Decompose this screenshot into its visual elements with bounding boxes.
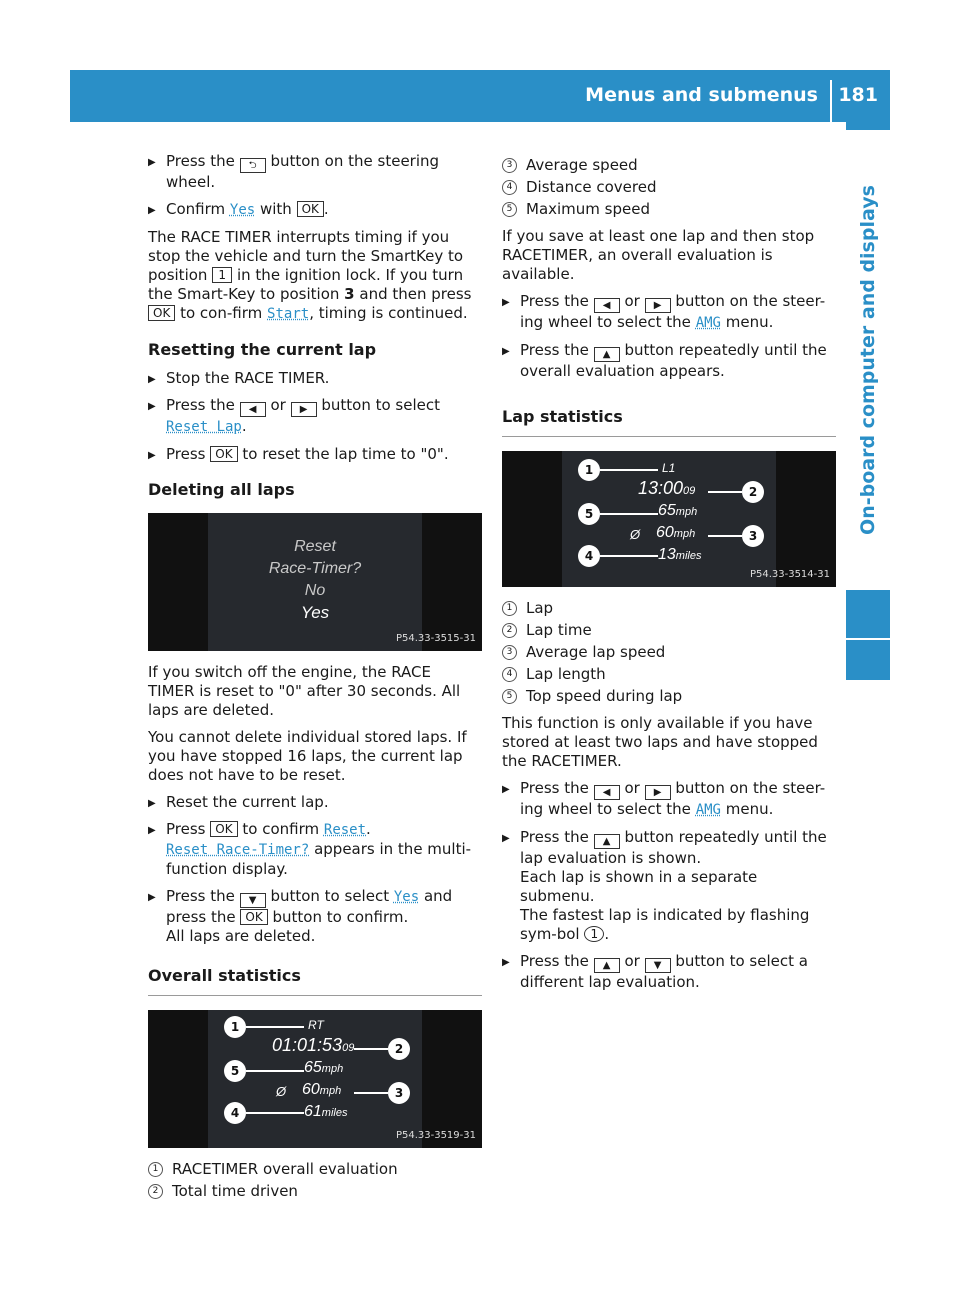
heading-overall-statistics: Overall statistics [148, 966, 482, 996]
paragraph: If you switch off the engine, the RACE TIMER is reset to "0" after 30 seconds. All laps are deleted. [148, 663, 461, 719]
menu-link-reset[interactable]: Reset [323, 822, 367, 838]
step: ▶ Confirm Yes with OK . [148, 200, 482, 220]
ok-key-icon: OK [297, 201, 324, 217]
display-lap-statistics: 1 L1 13:0009 2 5 65mph Ø 60mph 3 4 13miles P54.33-3514-31 [502, 451, 836, 587]
step: ▶ Press the ◀ or ▶ button on the steer-ing wheel to select the AMG menu. [502, 292, 836, 333]
paragraph: This function is only available if you have stored at least two laps and have stopped the RACETIMER. [502, 714, 818, 770]
right-arrow-key-icon: ▶ [645, 298, 671, 313]
position-key-icon: 1 [212, 267, 232, 283]
down-arrow-key-icon: ▼ [240, 893, 266, 908]
callout-2-icon: 2 [388, 1038, 410, 1060]
legend-overall-continued [502, 156, 836, 219]
step: ▶ Press the ▲ or ▼ button to select a different lap evaluation. [502, 952, 836, 992]
callout-3-icon: 3 [388, 1082, 410, 1104]
display-overall-statistics: 1 RT 01:01:5309 2 5 65mph Ø 60mph 3 4 61miles P54.33-3519-31 [148, 1010, 482, 1148]
legend-item: 4 Lap length [502, 665, 836, 684]
callout-5-icon: 5 [224, 1060, 246, 1082]
paragraph: You cannot delete individual stored laps. If you have stopped 16 laps, the current lap does not have to be reset. [148, 728, 467, 784]
step: ▶ Press the ⮌ button on the steering wheel. [148, 152, 482, 192]
menu-link-yes[interactable]: Yes [393, 889, 420, 905]
menu-link-start[interactable]: Start [267, 306, 310, 322]
ok-key-icon: OK [148, 305, 175, 321]
back-key-icon: ⮌ [240, 158, 266, 173]
up-arrow-key-icon: ▲ [594, 958, 620, 973]
step: ▶ Press the ▲ button repeatedly until the overall evaluation appears. [502, 341, 836, 381]
ok-key-icon: OK [210, 821, 237, 837]
legend-item: 5 Top speed during lap [502, 687, 836, 706]
down-arrow-key-icon: ▼ [645, 958, 671, 973]
legend-item: 1 RACETIMER overall evaluation [148, 1160, 482, 1179]
callout-4-icon: 4 [224, 1102, 246, 1124]
heading-lap-statistics: Lap statistics [502, 407, 836, 437]
step: ▶ Press OK to confirm Reset. Reset Race-Timer? appears in the multi-function display. [148, 820, 482, 879]
paragraph: The RACE TIMER interrupts timing if you stop the vehicle and turn the SmartKey to position 1 in the ignition lock. If you turn the Smart-Key to position 3 and then press OK to con-firm Start, timing is continued. [148, 228, 472, 322]
header-bar [70, 70, 890, 122]
legend-item: 2 Total time driven [148, 1182, 482, 1201]
callout-4-icon: 4 [578, 545, 600, 567]
step: ▶ Press the ◀ or ▶ button on the steer-ing wheel to select the AMG menu. [502, 779, 836, 820]
menu-link-amg[interactable]: AMG [695, 802, 721, 818]
heading-deleting: Deleting all laps [148, 480, 295, 499]
legend-lap [502, 599, 836, 706]
left-arrow-key-icon: ◀ [594, 785, 620, 800]
legend-item: 3 Average speed [502, 156, 836, 175]
callout-1-icon: 1 [578, 459, 600, 481]
menu-link-reset-race-timer[interactable]: Reset Race-Timer? [166, 842, 310, 858]
right-arrow-key-icon: ▶ [645, 785, 671, 800]
side-tab-marker [846, 640, 890, 680]
right-column [502, 156, 836, 1000]
display-reset-race-timer: Reset Race-Timer? No Yes P54.33-3515-31 [148, 513, 482, 651]
callout-1-icon: 1 [584, 926, 604, 942]
ok-key-icon: OK [240, 909, 267, 925]
callout-2-icon: 2 [742, 481, 764, 503]
callout-5-icon: 5 [578, 503, 600, 525]
up-arrow-key-icon: ▲ [594, 347, 620, 362]
menu-link-yes[interactable]: Yes [229, 202, 256, 218]
legend-item: 4 Distance covered [502, 178, 836, 197]
step: ▶ Press the ▲ button repeatedly until the lap evaluation is shown. Each lap is shown in a separate submenu. The fastest lap is indicated by flashing sym-bol 1 . [502, 828, 836, 944]
left-column [148, 152, 482, 1204]
legend-item: 5 Maximum speed [502, 200, 836, 219]
step: ▶ Press the ◀ or ▶ button to select Reset Lap. [148, 396, 482, 437]
legend-item: 2 Lap time [502, 621, 836, 640]
menu-link-amg[interactable]: AMG [695, 315, 721, 331]
up-arrow-key-icon: ▲ [594, 834, 620, 849]
legend-overall [148, 1160, 482, 1201]
header-divider [830, 80, 832, 122]
side-tab-label: On-board computer and displays [846, 130, 890, 590]
callout-1-icon: 1 [224, 1016, 246, 1038]
step: ▶ Press OK to reset the lap time to "0". [148, 445, 482, 464]
heading-resetting: Resetting the current lap [148, 340, 377, 359]
menu-link-reset-lap[interactable]: Reset Lap [166, 419, 242, 435]
page-number: 181 [838, 84, 878, 106]
legend-item: 3 Average lap speed [502, 643, 836, 662]
legend-item: 1 Lap [502, 599, 836, 618]
left-arrow-key-icon: ◀ [594, 298, 620, 313]
left-arrow-key-icon: ◀ [240, 402, 266, 417]
ok-key-icon: OK [210, 446, 237, 462]
step: ▶ Press the ▼ button to select Yes and press the OK button to confirm. All laps are deleted. [148, 887, 482, 946]
section-title: Menus and submenus [585, 84, 818, 106]
step: ▶ Reset the current lap. [148, 793, 482, 812]
step: ▶ Stop the RACE TIMER. [148, 369, 482, 388]
right-arrow-key-icon: ▶ [291, 402, 317, 417]
paragraph: If you save at least one lap and then stop RACETIMER, an overall evaluation is available. [502, 227, 815, 283]
callout-3-icon: 3 [742, 525, 764, 547]
